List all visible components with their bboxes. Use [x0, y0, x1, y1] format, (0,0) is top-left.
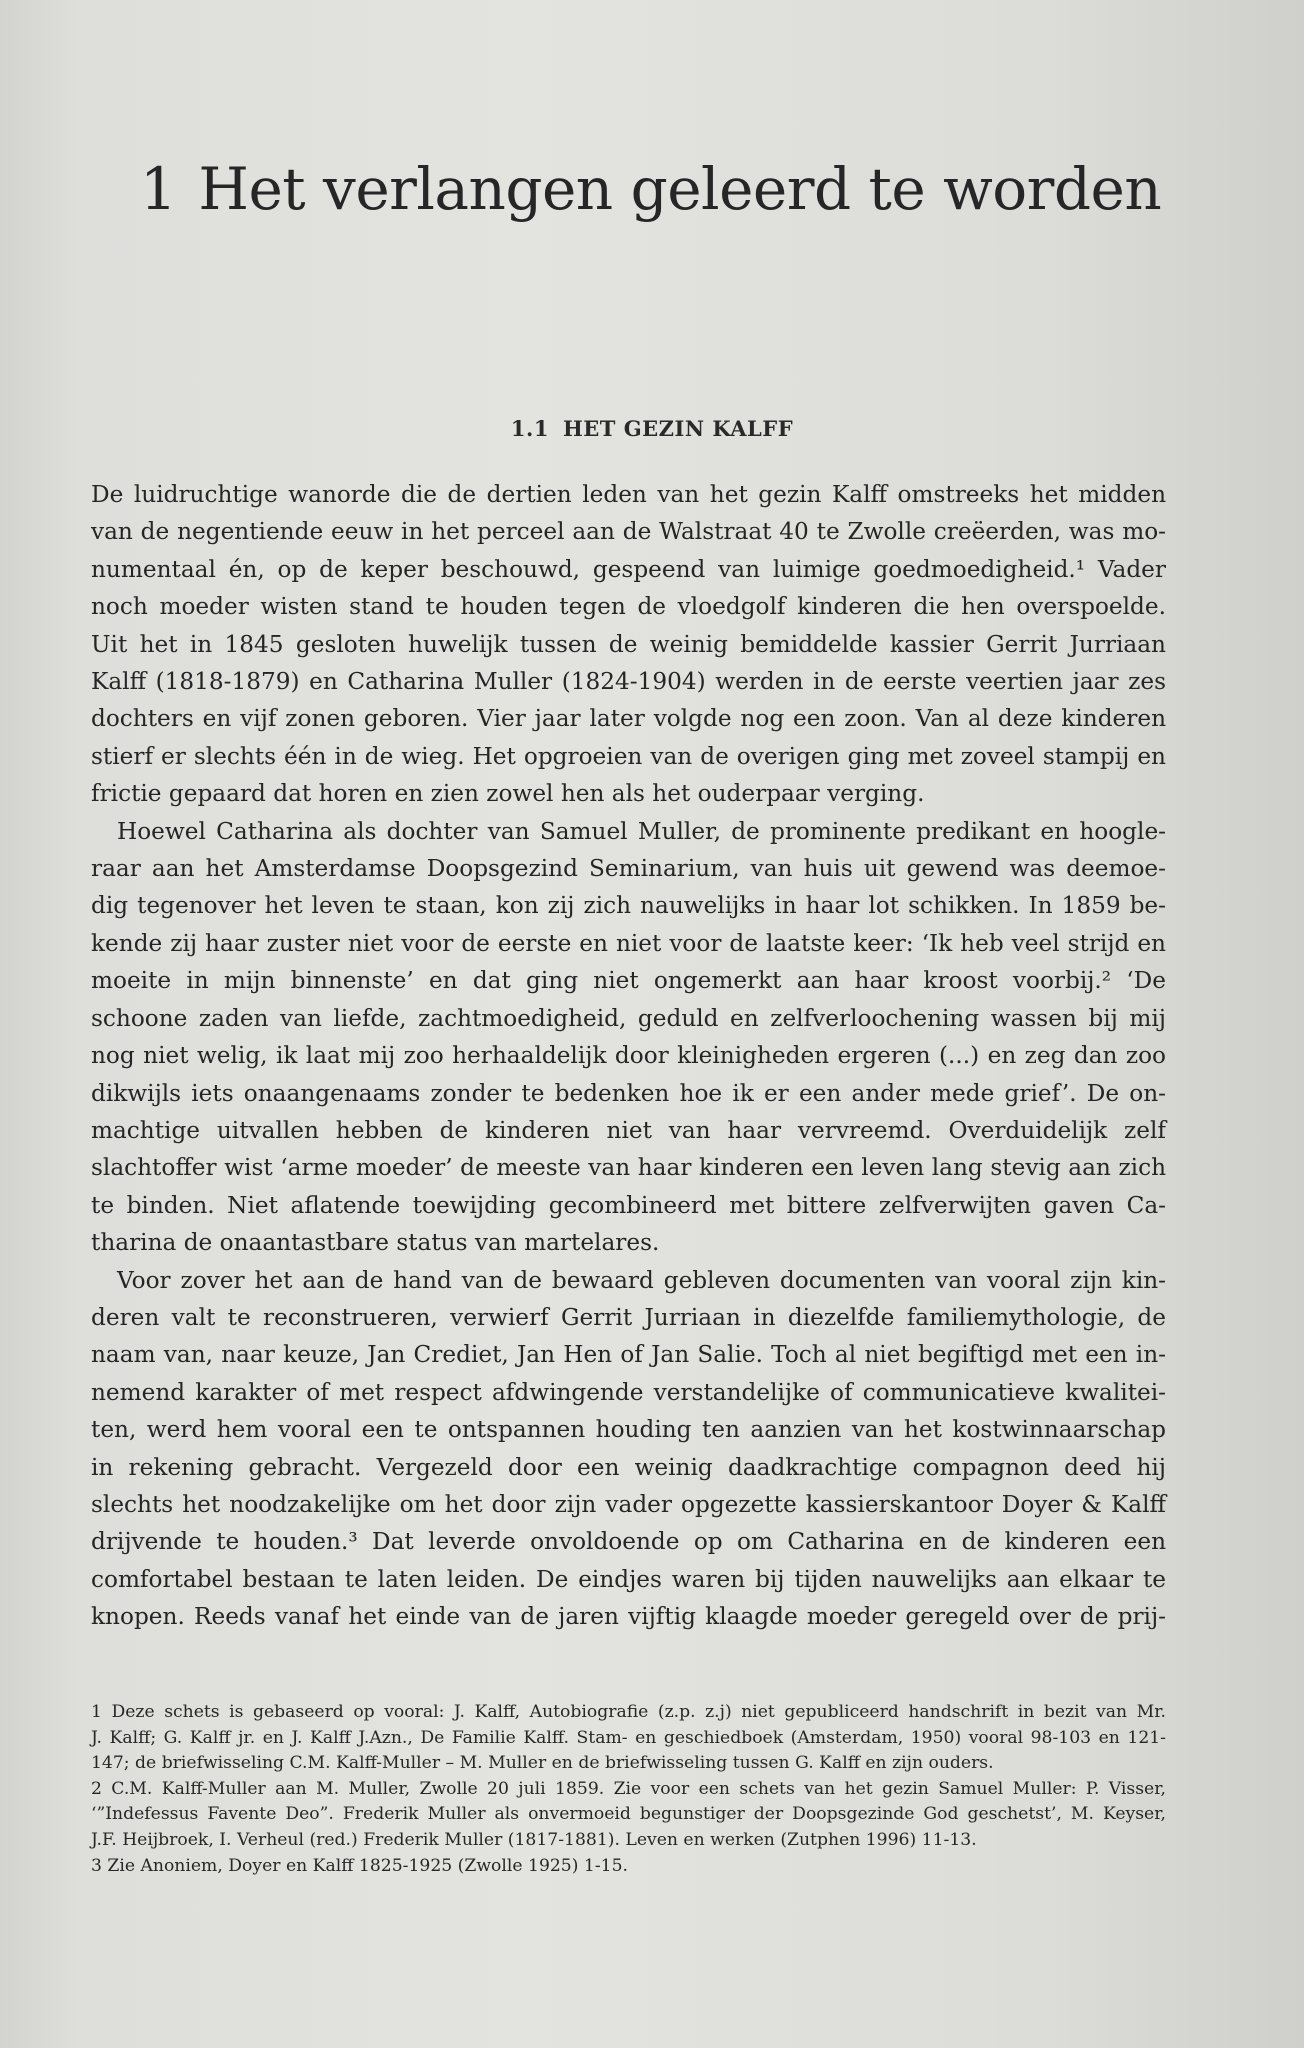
body-line: naam van, naar keuze, Jan Crediet, Jan Hen of Jan Salie. Toch al niet begiftigd met een in-	[91, 1341, 1166, 1369]
body-line: slechts het noodzakelijke om het door zijn vader opgezette kassierskantoor Doyer & Kalff	[91, 1490, 1166, 1518]
footnote-line: ‘”Indefessus Favente Deo”. Frederik Muller als onvermoeid begunstiger der Doopsgezinde God geschetst’, M. Keyser,	[91, 1804, 1166, 1825]
body-line: nemend karakter of met respect afdwingende verstandelijke of communicatieve kwalitei-	[91, 1378, 1166, 1406]
body-line: deren valt te reconstrueren, verwierf Gerrit Jurriaan in diezelfde familiemythologie, de	[91, 1303, 1166, 1331]
section-number: 1.1	[510, 416, 549, 441]
footnote-line: J. Kalff; G. Kalff jr. en J. Kalff J.Azn., De Familie Kalff. Stam- en geschiedboek (Amsterdam, 1950) vooral 98-103 en 121-	[91, 1727, 1166, 1748]
body-line: Kalff (1818-1879) en Catharina Muller (1824-1904) werden in de eerste veertien jaar zes	[91, 668, 1166, 696]
chapter-title: Het verlangen geleerd te worden	[198, 155, 1162, 223]
footnote-line: 3 Zie Anoniem, Doyer en Kalff 1825-1925 (Zwolle 1925) 1-15.	[91, 1855, 628, 1876]
body-line: De luidruchtige wanorde die de dertien leden van het gezin Kalff omstreeks het midden	[91, 481, 1166, 508]
body-line: machtige uitvallen hebben de kinderen niet van haar vervreemd. Overduidelijk zelf	[91, 1116, 1166, 1144]
body-line: drijvende te houden.³ Dat leverde onvoldoende op om Catharina en de kinderen een	[91, 1528, 1166, 1556]
body-line: noch moeder wisten stand te houden tegen de vloedgolf kinderen die hen overspoelde.	[91, 593, 1166, 621]
body-line: knopen. Reeds vanaf het einde van de jaren vijftig klaagde moeder geregeld over de prij-	[91, 1603, 1166, 1631]
body-line: numentaal én, op de keper beschouwd, gespeend van luimige goedmoedigheid.¹ Vader	[91, 555, 1166, 583]
body-line: Uit het in 1845 gesloten huwelijk tussen de weinig bemiddelde kassier Gerrit Jurriaan	[91, 630, 1166, 658]
body-line: frictie gepaard dat horen en zien zowel hen als het ouderpaar verging.	[91, 780, 925, 808]
body-line: dig tegenover het leven te staan, kon zij zich nauwelijks in haar lot schikken. In 1859 be-	[91, 892, 1166, 920]
body-line: nog niet welig, ik laat mij zoo herhaaldelijk door kleinigheden ergeren (...) en zeg dan zoo	[91, 1042, 1166, 1070]
body-text	[91, 476, 1166, 1636]
body-line: ten, werd hem vooral een te ontspannen houding ten aanzien van het kostwinnaarschap	[91, 1416, 1166, 1444]
footnote-line: 147; de briefwisseling C.M. Kalff-Muller – M. Muller en de briefwisseling tussen G. Kalff en zijn ouders.	[91, 1753, 994, 1774]
body-line: kende zij haar zuster niet voor de eerste en niet voor de laatste keer: ‘Ik heb veel strijd en	[91, 929, 1166, 957]
body-line: schoone zaden van liefde, zachtmoedigheid, geduld en zelfverloochening wassen bij mij	[91, 1004, 1166, 1032]
body-line: Hoewel Catharina als dochter van Samuel Muller, de prominente predikant en hoogle-	[117, 817, 1166, 845]
footnotes	[91, 1700, 1166, 1879]
footnote-line: 1 Deze schets is gebaseerd op vooral: J. Kalff, Autobiografie (z.p. z.j) niet gepubliceerd handschrift in bezit van Mr.	[91, 1702, 1166, 1722]
body-line: comfortabel bestaan te laten leiden. De eindjes waren bij tijden nauwelijks aan elkaar te	[91, 1565, 1166, 1593]
body-line: moeite in mijn binnenste’ en dat ging niet ongemerkt aan haar kroost voorbij.² ‘De	[91, 967, 1166, 995]
footnote-line: 2 C.M. Kalff-Muller aan M. Muller, Zwolle 20 juli 1859. Zie voor een schets van het gezin Samuel Muller: P. Visser,	[91, 1778, 1166, 1799]
body-line: van de negentiende eeuw in het perceel aan de Walstraat 40 te Zwolle creëerden, was mo-	[91, 518, 1166, 546]
section-title: HET GEZIN KALFF	[562, 416, 794, 441]
body-line: in rekening gebracht. Vergezeld door een weinig daadkrachtige compagnon deed hij	[91, 1453, 1166, 1481]
body-line: te binden. Niet aflatende toewijding gecombineerd met bittere zelfverwijten gaven Ca-	[91, 1191, 1166, 1219]
footnote-line: J.F. Heijbroek, I. Verheul (red.) Frederik Muller (1817-1881). Leven en werken (Zutphen 1996) 11-13.	[91, 1829, 977, 1850]
body-line: dikwijls iets onaangenaams zonder te bedenken hoe ik er een ander mede grief’. De on-	[91, 1079, 1166, 1107]
body-line: stierf er slechts één in de wieg. Het opgroeien van de overigen ging met zoveel stampij en	[91, 742, 1166, 770]
chapter-heading	[140, 155, 1180, 223]
body-line: tharina de onaantastbare status van martelares.	[91, 1229, 660, 1257]
body-line: slachtoffer wist ‘arme moeder’ de meeste van haar kinderen een leven lang stevig aan zich	[91, 1154, 1166, 1182]
body-line: raar aan het Amsterdamse Doopsgezind Seminarium, van huis uit gewend was deemoe-	[91, 855, 1166, 883]
body-line: dochters en vijf zonen geboren. Vier jaar later volgde nog een zoon. Van al deze kinderen	[91, 705, 1166, 733]
section-heading	[0, 416, 1304, 441]
chapter-number: 1	[140, 155, 177, 223]
body-line: Voor zover het aan de hand van de bewaard gebleven documenten van vooral zijn kin-	[117, 1266, 1166, 1294]
